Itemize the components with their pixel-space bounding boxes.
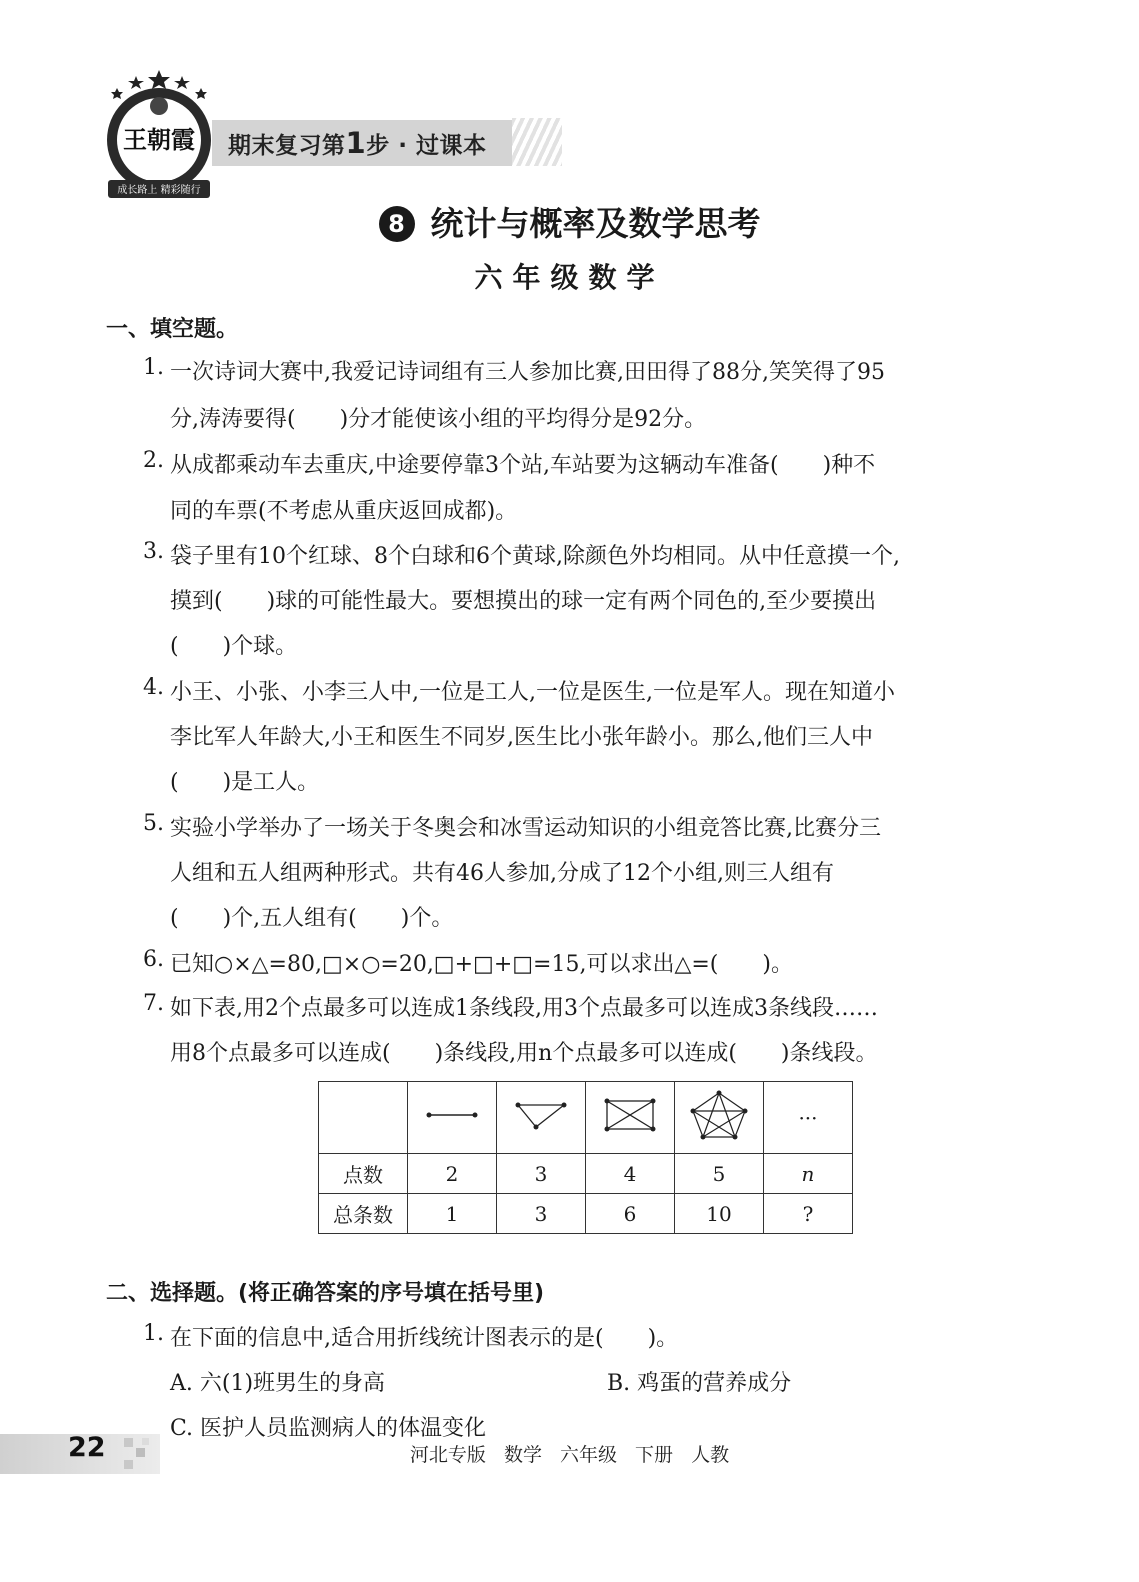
question-number: 7. <box>143 991 164 1016</box>
table-cell: 3 <box>497 1154 586 1194</box>
section-heading-multiple-choice: 二、选择题。(将正确答案的序号填在括号里) <box>106 1281 545 1306</box>
question-line: 用8个点最多可以连成( )条线段,用n个点最多可以连成( )条线段。 <box>170 1041 878 1066</box>
question-number: 5. <box>143 811 164 836</box>
banner-stripes <box>512 118 562 166</box>
table-cell: 3 <box>497 1194 586 1234</box>
four-points-figure <box>586 1082 675 1154</box>
banner-suffix: 步 · 过课本 <box>366 133 487 159</box>
table-cell: 2 <box>408 1154 497 1194</box>
table-cell: 4 <box>586 1154 675 1194</box>
question-line: 实验小学举办了一场关于冬奥会和冰雪运动知识的小组竞答比赛,比赛分三 <box>170 816 881 841</box>
two-points-figure <box>408 1082 497 1154</box>
section-heading-fill-blank: 一、填空题。 <box>106 317 239 342</box>
subject-title: 六年级数学 <box>474 261 665 294</box>
question-line: ( )个球。 <box>170 634 298 659</box>
three-points-icon <box>506 1095 576 1135</box>
three-points-figure <box>497 1082 586 1154</box>
table-corner-cell <box>319 1082 408 1154</box>
points-segments-table <box>318 1081 853 1234</box>
chapter-number-badge: 8 <box>379 206 415 242</box>
question-line: 一次诗词大赛中,我爱记诗词组有三人参加比赛,田田得了88分,笑笑得了95 <box>170 360 885 385</box>
question-line: 袋子里有10个红球、8个白球和6个黄球,除颜色外均相同。从中任意摸一个, <box>170 544 900 569</box>
footer-book-info: 河北专版 数学 六年级 下册 人教 <box>409 1444 730 1466</box>
table-cell: 6 <box>586 1194 675 1234</box>
question-number: 6. <box>143 947 164 972</box>
question-number: 4. <box>143 675 164 700</box>
question-line: 李比军人年龄大,小王和医生不同岁,医生比小张年龄小。那么,他们三人中 <box>170 725 873 750</box>
option-c: C. 医护人员监测病人的体温变化 <box>170 1416 487 1441</box>
question-number: 3. <box>143 539 164 564</box>
table-cell: n <box>764 1154 853 1194</box>
two-points-icon <box>417 1095 487 1135</box>
option-a: A. 六(1)班男生的身高 <box>170 1371 386 1396</box>
ellipsis-cell: ··· <box>764 1082 853 1154</box>
chapter-title <box>0 198 1139 245</box>
five-points-figure <box>675 1082 764 1154</box>
table-cell: ? <box>764 1194 853 1234</box>
table-cell: 5 <box>675 1154 764 1194</box>
page-number: 22 <box>68 1432 106 1463</box>
question-line: ( )个,五人组有( )个。 <box>170 906 454 931</box>
question-number: 1. <box>143 1321 164 1346</box>
question-line: 人组和五人组两种形式。共有46人参加,分成了12个小组,则三人组有 <box>170 861 834 886</box>
question-line: ( )是工人。 <box>170 770 320 795</box>
question-line: 分,涛涛要得( )分才能使该小组的平均得分是92分。 <box>170 407 707 432</box>
question-line: 同的车票(不考虑从重庆返回成都)。 <box>170 499 518 524</box>
question-line: 如下表,用2个点最多可以连成1条线段,用3个点最多可以连成3条线段…… <box>170 996 878 1021</box>
row-label-segments: 总条数 <box>319 1194 408 1234</box>
logo-slogan: 成长路上 精彩随行 <box>117 185 201 196</box>
question-number: 1. <box>143 355 164 380</box>
chapter-title-text: 统计与概率及数学思考 <box>430 204 761 243</box>
question-line: 小王、小张、小李三人中,一位是工人,一位是医生,一位是军人。现在知道小 <box>170 680 895 705</box>
table-cell: 1 <box>408 1194 497 1234</box>
banner-prefix: 期末复习第 <box>228 133 346 159</box>
four-points-icon <box>595 1093 665 1137</box>
step-banner-text <box>228 126 486 160</box>
question-number: 2. <box>143 448 164 473</box>
table-cell: 10 <box>675 1194 764 1234</box>
brand-logo-seal <box>100 68 218 204</box>
five-points-icon <box>684 1087 754 1143</box>
option-b: B. 鸡蛋的营养成分 <box>607 1371 792 1396</box>
question-line: 已知○×△=80,□×○=20,□+□+□=15,可以求出△=( )。 <box>170 952 793 977</box>
question-line: 从成都乘动车去重庆,中途要停靠3个站,车站要为这辆动车准备( )种不 <box>170 453 876 478</box>
banner-step-number: 1 <box>345 126 367 160</box>
question-line: 在下面的信息中,适合用折线统计图表示的是( )。 <box>170 1326 679 1351</box>
logo-text: 王朝霞 <box>123 125 195 154</box>
question-line: 摸到( )球的可能性最大。要想摸出的球一定有两个同色的,至少要摸出 <box>170 589 877 614</box>
row-label-points: 点数 <box>319 1154 408 1194</box>
